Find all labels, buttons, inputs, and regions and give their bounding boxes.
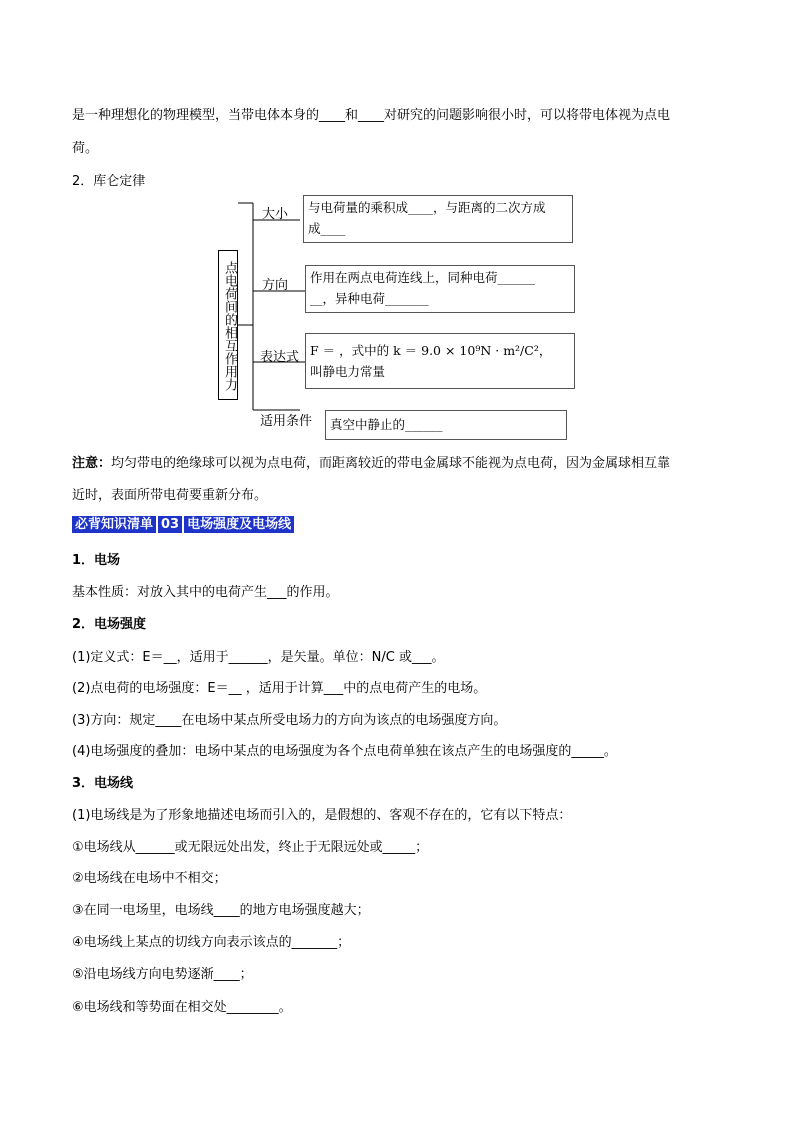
feature-2: ②电场线在电场中不相交； [72, 871, 227, 886]
feature-5: ⑤沿电场线方向电势逐渐____； [72, 967, 253, 982]
note-label: 注意： [72, 456, 112, 471]
feature-4: ④电场线上某点的切线方向表示该点的_______； [72, 935, 351, 950]
note-line-1 [72, 452, 670, 471]
feature-1: ①电场线从______或无限远处出发，终止于无限远处或_____； [72, 840, 429, 855]
feature-3: ③在同一电场里，电场线____的地方电场强度越大； [72, 903, 370, 918]
field-heading-3: 3．电场线 [72, 776, 134, 791]
box-direction [305, 265, 575, 313]
box-conditions [325, 410, 567, 440]
branch-label-formula: 表达式 [260, 350, 300, 365]
feature-6: ⑥电场线和等势面在相交处________。 [72, 1000, 292, 1015]
intro-line-2: 荷。 [72, 141, 99, 156]
box-magnitude [303, 195, 573, 243]
box-magnitude-line-1: 与电荷量的乘积成____，与距离的二次方成 [308, 200, 546, 215]
box-direction-line-2: __，异种电荷_______ [310, 291, 429, 306]
note-text-1: 均匀带电的绝缘球可以视为点电荷，而距离较近的带电金属球不能视为点电荷，因为金属球相互靠 [111, 456, 671, 471]
section-banner-part-1: 必背知识清单 [72, 516, 156, 533]
branch-label-direction: 方向 [262, 278, 289, 293]
field-heading-2: 2．电场强度 [72, 617, 147, 632]
branch-label-conditions: 适用条件 [260, 414, 313, 429]
note-line-2: 近时，表面所带电荷要重新分布。 [72, 488, 268, 503]
branch-label-magnitude: 大小 [262, 207, 289, 222]
field-item-1: (1)定义式：E＝__，适用于______，是矢量。单位：N/C 或___。 [72, 650, 445, 665]
diagram-root-label: 点电荷间的相互作用力 [218, 250, 238, 400]
box-formula-line-2: 叫静电力常量 [310, 364, 386, 379]
box-magnitude-line-2: 成____ [308, 221, 346, 236]
section-banner-part-3: 电场强度及电场线 [184, 516, 294, 533]
field-heading-1: 1．电场 [72, 553, 121, 568]
field-basic-property: 基本性质：对放入其中的电荷产生___的作用。 [72, 585, 339, 600]
box-direction-line-1: 作用在两点电荷连线上，同种电荷______ [310, 270, 536, 285]
intro-line-1: 是一种理想化的物理模型，当带电体本身的____和____对研究的问题影响很小时，可以将带电体视为点电 [72, 108, 671, 123]
field-item-4: (4)电场强度的叠加：电场中某点的电场强度为各个点电荷单独在该点产生的电场强度的_____。 [72, 744, 617, 759]
section-banner [72, 515, 294, 535]
coulomb-heading: 2．库仑定律 [72, 174, 146, 189]
field-lines-intro: (1)电场线是为了形象地描述电场而引入的，是假想的、客观不存在的，它有以下特点： [72, 808, 572, 823]
box-formula-line-1: F ＝ ，式中的 k ＝ 9.0 × 10⁹N · m²/C²， [310, 343, 552, 358]
box-conditions-line-1: 真空中静止的______ [330, 417, 443, 432]
field-item-3: (3)方向：规定____在电场中某点所受电场力的方向为该点的电场强度方向。 [72, 713, 507, 728]
box-formula [305, 333, 575, 389]
section-banner-part-2: 03 [158, 516, 182, 533]
field-item-2: (2)点电荷的电场强度：E＝__ ，适用于计算___中的点电荷产生的电场。 [72, 681, 487, 696]
